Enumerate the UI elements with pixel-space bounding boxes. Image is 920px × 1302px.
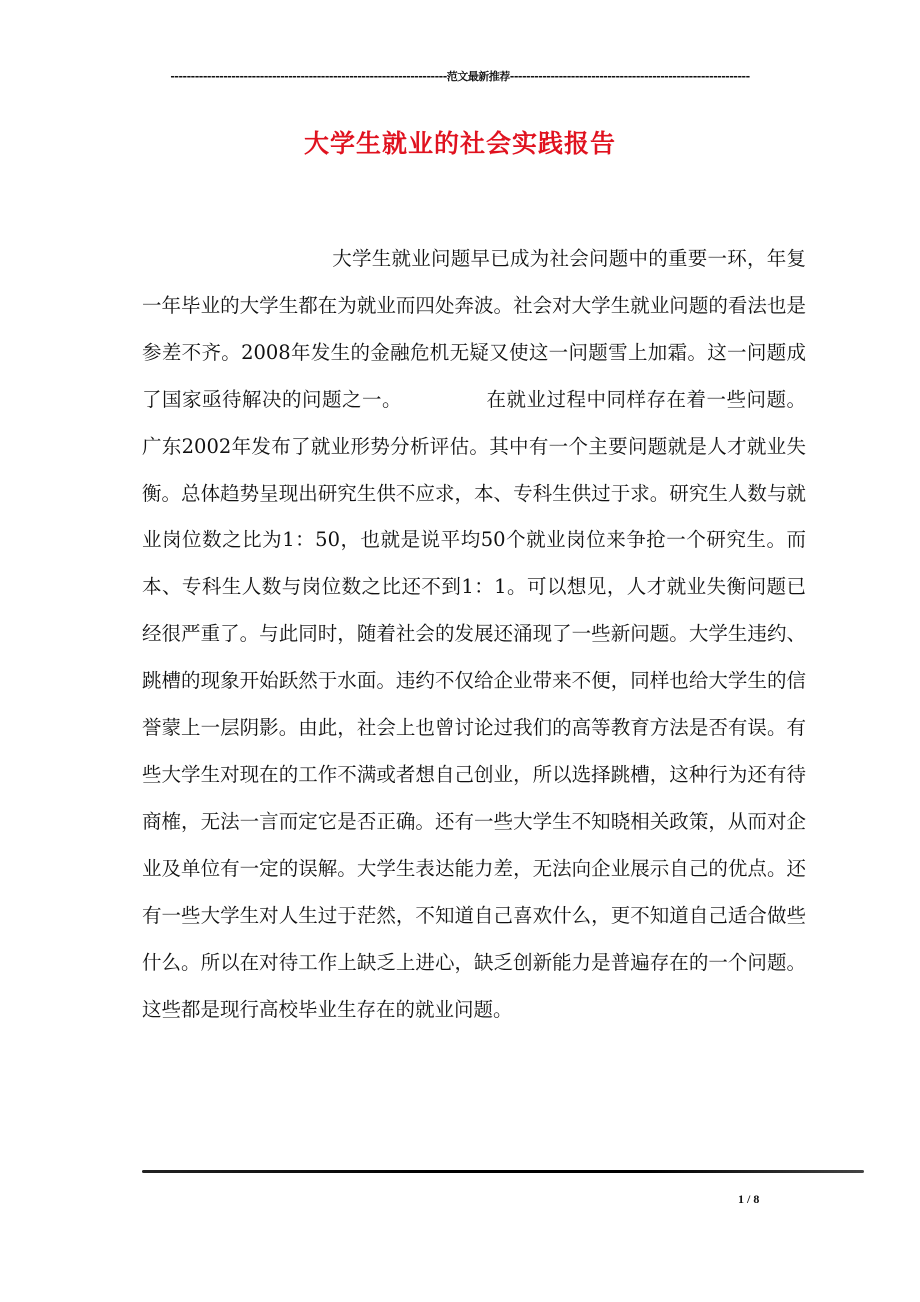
document-title: 大学生就业的社会实践报告 bbox=[303, 129, 616, 158]
page-header: --------------------------------------------------------------------范文最新推荐----------------------------------------------------------- bbox=[170, 70, 750, 83]
paragraph-2: 在就业过程中同样存在着一些问题。广东2002年发布了就业形势分析评估。其中有一个主要问题就是人才就业失衡。总体趋势呈现出研究生供不应求，本、专科生供过于求。研究生人数与就业岗位数之比为1：50，也就是说平均50个就业岗位来争抢一个研究生。而本、专科生人数与岗位数之比还不到1：1。可以想见，人才就业失衡问题已经很严重了。与此同时，随着社会的发展还涌现了一些新问题。大学生违约、跳槽的现象开始跃然于水面。违约不仅给企业带来不便，同样也给大学生的信誉蒙上一层阴影。由此，社会上也曾讨论过我们的高等教育方法是否有误。有些大学生对现在的工作不满或者想自己创业，所以选择跳槽，这种行为还有待商榷，无法一言而定它是否正确。还有一些大学生不知晓相关政策，从而对企业及单位有一定的误解。大学生表达能力差，无法向企业展示自己的优点。还有一些大学生对人生过于茫然，不知道自己喜欢什么，更不知道自己适合做些什么。所以在对待工作上缺乏上进心，缺乏创新能力是普遍存在的一个问题。这些都是现行高校毕业生存在的就业问题。 bbox=[142, 387, 806, 1021]
paragraph-1: 大学生就业问题早已成为社会问题中的重要一环，年复一年毕业的大学生都在为就业而四处奔波。社会对大学生就业问题的看法也是参差不齐。2008年发生的金融危机无疑又使这一问题雪上加霜。这一问题成了国家亟待解决的问题之一。 bbox=[142, 247, 806, 411]
document-body bbox=[142, 236, 806, 1033]
page-number: 1 / 8 bbox=[738, 1192, 760, 1206]
footer-rule bbox=[142, 1170, 864, 1173]
